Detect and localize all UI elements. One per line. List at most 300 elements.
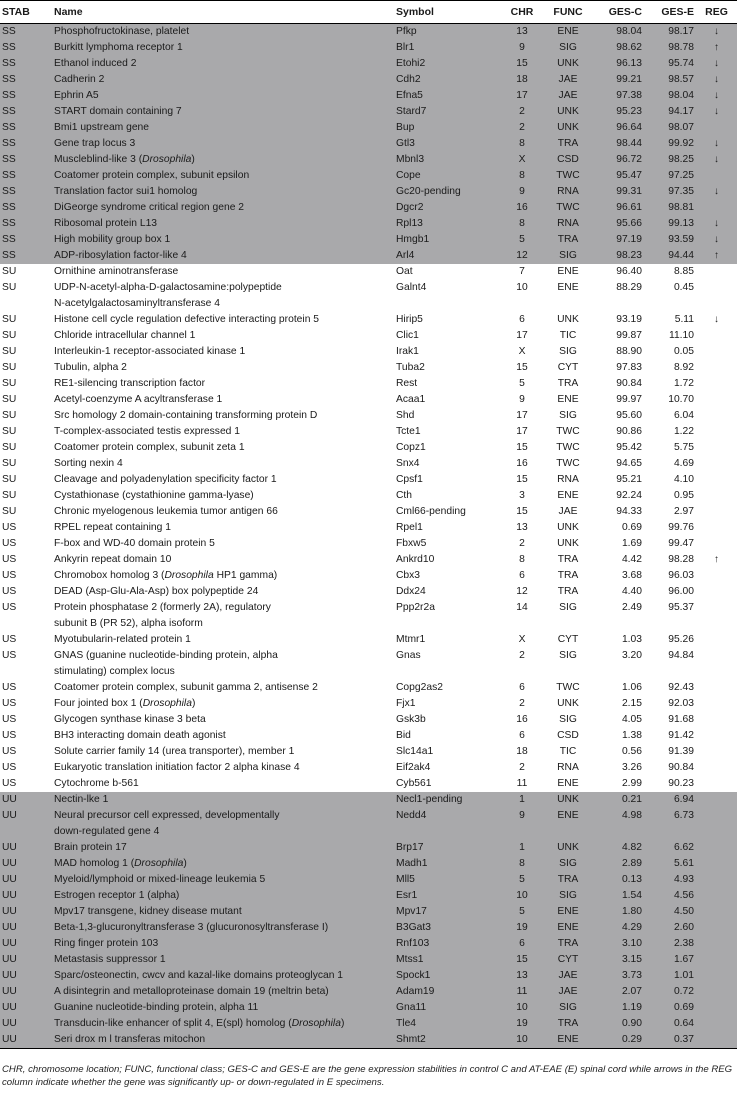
cell-stab: SU: [2, 506, 17, 517]
cell-name: [52, 120, 394, 136]
cell-reg: [696, 520, 737, 536]
cell-reg: [696, 760, 737, 776]
cell-reg: [696, 648, 737, 680]
cell-reg: [696, 776, 737, 792]
cell-ges-c: 1.69: [621, 538, 642, 549]
cell-ges-c: 96.13: [594, 56, 644, 72]
cell-ges-c: 3.26: [621, 762, 642, 773]
cell-symbol: Shd: [396, 410, 415, 421]
cell-func: SIG: [542, 1000, 594, 1016]
cell-symbol: Cpsf1: [396, 474, 423, 485]
cell-reg: ↓: [696, 216, 737, 232]
cell-symbol: Esr1: [394, 888, 502, 904]
cell-ges-e: 97.35: [644, 184, 696, 200]
cell-ges-c: 95.42: [616, 442, 642, 453]
cell-stab: SS: [0, 24, 52, 41]
cell-symbol: Blr1: [394, 40, 502, 56]
table-row: [0, 216, 737, 232]
cell-name-line: Src homology 2 domain-containing transforming protein D: [54, 410, 318, 421]
cell-func: ENE: [542, 904, 594, 920]
table-row: [0, 840, 737, 856]
cell-symbol: Snx4: [396, 458, 420, 469]
cell-symbol: Slc14a1: [396, 746, 434, 757]
table-row: [0, 920, 737, 936]
cell-name-line: Cytochrome b-561: [54, 778, 139, 789]
cell-stab: US: [2, 746, 17, 757]
table-row: [0, 56, 737, 72]
cell-name: [52, 536, 394, 552]
cell-ges-e: 2.38: [644, 936, 696, 952]
cell-stab: SU: [2, 490, 17, 501]
cell-ges-c: 4.40: [621, 586, 642, 597]
table-row: [0, 872, 737, 888]
cell-chr: 1: [502, 840, 542, 856]
cell-name-line: BH3 interacting domain death agonist: [54, 730, 226, 741]
cell-ges-c: 1.80: [594, 904, 644, 920]
cell-reg: [696, 584, 737, 600]
cell-func: CYT: [542, 952, 594, 968]
cell-ges-e: 6.62: [644, 840, 696, 856]
cell-reg: [696, 264, 737, 280]
cell-reg: [696, 120, 737, 136]
cell-chr: 2: [502, 120, 542, 136]
cell-name-line: A disintegrin and metalloproteinase domain 19 (meltrin beta): [54, 986, 329, 997]
cell-name-line: Estrogen receptor 1 (alpha): [54, 890, 180, 901]
cell-func: UNK: [557, 698, 579, 709]
cell-name-line: subunit B (PR 52), alpha isoform: [54, 618, 203, 629]
cell-chr: 7: [519, 266, 525, 277]
cell-symbol: Ankrd10: [396, 554, 435, 565]
cell-ges-e: 98.57: [644, 72, 696, 88]
cell-symbol: Cth: [396, 490, 413, 501]
table-row: [0, 168, 737, 184]
cell-name-line: Coatomer protein complex, subunit zeta 1: [54, 442, 245, 453]
header-reg: REG: [696, 1, 737, 24]
cell-reg: [696, 712, 737, 728]
table-row: [0, 744, 737, 760]
cell-func: TWC: [556, 458, 580, 469]
cell-name: [52, 968, 394, 984]
cell-name: [52, 904, 394, 920]
cell-chr: X: [502, 152, 542, 168]
header-ges-c: GES-C: [594, 1, 644, 24]
cell-func: TWC: [542, 200, 594, 216]
cell-func: ENE: [542, 920, 594, 936]
cell-reg: [696, 1032, 737, 1049]
cell-name-line: Burkitt lymphoma receptor 1: [54, 42, 183, 53]
cell-ges-c: 98.44: [594, 136, 644, 152]
cell-stab: SU: [2, 330, 17, 341]
cell-name: [52, 488, 394, 504]
cell-symbol: Cope: [394, 168, 502, 184]
cell-chr: 8: [502, 168, 542, 184]
cell-func: SIG: [559, 602, 577, 613]
cell-reg: ↑: [696, 40, 737, 56]
cell-reg: [696, 792, 737, 808]
cell-ges-e: 6.94: [644, 792, 696, 808]
cell-name: [52, 472, 394, 488]
cell-chr: 15: [502, 952, 542, 968]
cell-name-line: Ethanol induced 2: [54, 58, 137, 69]
cell-name: [52, 744, 394, 760]
cell-func: TRA: [542, 936, 594, 952]
cell-name: [52, 552, 394, 568]
cell-reg: [696, 472, 737, 488]
cell-chr: 3: [519, 490, 525, 501]
cell-chr: 8: [502, 136, 542, 152]
cell-ges-e: 98.17: [644, 24, 696, 41]
cell-func: UNK: [542, 792, 594, 808]
cell-ges-c: 97.83: [616, 362, 642, 373]
cell-func: TRA: [557, 554, 579, 565]
cell-symbol: Mpv17: [394, 904, 502, 920]
cell-func: JAE: [558, 506, 578, 517]
cell-ges-e: 95.26: [668, 634, 694, 645]
table-row: [0, 568, 737, 584]
cell-ges-e: 8.92: [673, 362, 694, 373]
cell-reg: [696, 280, 737, 312]
cell-ges-c: 92.24: [616, 490, 642, 501]
cell-ges-e: 0.64: [644, 1016, 696, 1032]
cell-name-line: Myotubularin-related protein 1: [54, 634, 191, 645]
cell-reg: [696, 744, 737, 760]
cell-name-line: Ankyrin repeat domain 10: [54, 554, 172, 565]
cell-symbol: Gnas: [396, 650, 421, 661]
cell-chr: 11: [502, 984, 542, 1000]
cell-symbol: Fbxw5: [396, 538, 427, 549]
table-row: [0, 88, 737, 104]
cell-name-line: Coatomer protein complex, subunit epsilon: [54, 170, 250, 181]
cell-func: TRA: [557, 570, 579, 581]
table-row: [0, 680, 737, 696]
cell-symbol: Nedd4: [394, 808, 502, 840]
cell-symbol: Madh1: [394, 856, 502, 872]
cell-ges-c: 0.69: [621, 522, 642, 533]
table-row: [0, 136, 737, 152]
cell-symbol: Gna11: [394, 1000, 502, 1016]
cell-symbol: Gtl3: [394, 136, 502, 152]
cell-ges-c: 3.15: [594, 952, 644, 968]
cell-func: TRA: [542, 872, 594, 888]
cell-symbol: Mbnl3: [394, 152, 502, 168]
cell-ges-e: 92.03: [668, 698, 694, 709]
cell-chr: 2: [519, 762, 525, 773]
cell-reg: ↓: [696, 56, 737, 72]
cell-func: RNA: [557, 762, 579, 773]
cell-name: [52, 696, 394, 712]
cell-stab: UU: [0, 1032, 52, 1049]
cell-name-line: Transducin-like enhancer of split 4, E(spl) homolog (Drosophila): [54, 1018, 345, 1029]
cell-stab: SU: [2, 474, 17, 485]
cell-ges-e: 94.17: [644, 104, 696, 120]
cell-name: [52, 760, 394, 776]
cell-name-line: Bmi1 upstream gene: [54, 122, 150, 133]
cell-name-line: Chronic myelogenous leukemia tumor antigen 66: [54, 506, 278, 517]
table-row: [0, 424, 737, 440]
cell-func: SIG: [559, 714, 577, 725]
cell-name-line: Mpv17 transgene, kidney disease mutant: [54, 906, 242, 917]
cell-ges-c: 1.38: [621, 730, 642, 741]
table-row: [0, 712, 737, 728]
cell-name-line: RE1-silencing transcription factor: [54, 378, 206, 389]
cell-ges-c: 3.20: [621, 650, 642, 661]
cell-stab: US: [2, 602, 17, 613]
cell-func: RNA: [542, 184, 594, 200]
cell-name: [52, 952, 394, 968]
cell-ges-c: 96.40: [616, 266, 642, 277]
cell-chr: X: [518, 346, 526, 357]
cell-name-line: High mobility group box 1: [54, 234, 171, 245]
cell-chr: 19: [502, 920, 542, 936]
cell-ges-e: 4.69: [673, 458, 694, 469]
cell-func: TRA: [557, 586, 579, 597]
cell-name: [52, 936, 394, 952]
cell-chr: 2: [519, 538, 525, 549]
cell-name: [52, 264, 394, 280]
cell-chr: 1: [502, 792, 542, 808]
cell-name-line: T-complex-associated testis expressed 1: [54, 426, 240, 437]
cell-reg: [696, 984, 737, 1000]
cell-func: UNK: [542, 56, 594, 72]
table-row: [0, 120, 737, 136]
table-row: [0, 184, 737, 200]
cell-name: [52, 648, 394, 680]
cell-reg: ↓: [696, 24, 737, 41]
cell-ges-e: 98.25: [644, 152, 696, 168]
cell-symbol: Cyb561: [396, 778, 432, 789]
cell-stab: SS: [0, 88, 52, 104]
cell-func: ENE: [542, 808, 594, 840]
cell-ges-e: 98.28: [668, 554, 694, 565]
cell-ges-c: 0.29: [594, 1032, 644, 1049]
cell-ges-c: 1.19: [594, 1000, 644, 1016]
cell-name-line: Beta-1,3-glucuronyltransferase 3 (glucuronosyltransferase I): [54, 922, 329, 933]
cell-stab: UU: [0, 968, 52, 984]
cell-ges-e: 0.37: [644, 1032, 696, 1049]
cell-ges-e: 99.13: [644, 216, 696, 232]
cell-chr: 5: [502, 872, 542, 888]
cell-chr: 6: [519, 314, 525, 325]
table-row: [0, 472, 737, 488]
cell-chr: 17: [516, 330, 528, 341]
cell-chr: 6: [519, 730, 525, 741]
cell-symbol: B3Gat3: [394, 920, 502, 936]
cell-symbol: Irak1: [396, 346, 419, 357]
cell-ges-e: 6.04: [673, 410, 694, 421]
cell-chr: 12: [516, 586, 528, 597]
cell-symbol: Spock1: [394, 968, 502, 984]
cell-stab: SS: [0, 232, 52, 248]
cell-reg: [696, 424, 737, 440]
cell-ges-c: 0.21: [594, 792, 644, 808]
cell-chr: 6: [519, 682, 525, 693]
cell-reg: [696, 856, 737, 872]
cell-chr: 5: [502, 232, 542, 248]
cell-func: TRA: [542, 232, 594, 248]
cell-stab: US: [2, 698, 17, 709]
cell-name: [52, 632, 394, 648]
cell-reg: [696, 456, 737, 472]
cell-name-line: Myeloid/lymphoid or mixed-lineage leukemia 5: [54, 874, 266, 885]
cell-chr: X: [518, 634, 526, 645]
cell-name: [52, 568, 394, 584]
cell-stab: UU: [0, 952, 52, 968]
cell-ges-c: 2.07: [594, 984, 644, 1000]
cell-stab: UU: [0, 872, 52, 888]
cell-func: JAE: [542, 984, 594, 1000]
cell-name: [52, 152, 394, 168]
cell-func: CSD: [542, 152, 594, 168]
cell-func: SIG: [559, 346, 577, 357]
cell-name: [52, 88, 394, 104]
cell-stab: SS: [0, 56, 52, 72]
cell-symbol: Mtmr1: [396, 634, 426, 645]
cell-name-line: F-box and WD-40 domain protein 5: [54, 538, 215, 549]
cell-reg: [696, 440, 737, 456]
cell-name-line: Chromobox homolog 3 (Drosophila HP1 gamma): [54, 570, 278, 581]
table-row: [0, 904, 737, 920]
header-stab: STAB: [0, 1, 52, 24]
cell-name-line: Sparc/osteonectin, cwcv and kazal-like domains proteoglycan 1: [54, 970, 344, 981]
cell-name: [52, 920, 394, 936]
cell-name-line: Cystathionase (cystathionine gamma-lyase): [54, 490, 254, 501]
cell-func: TWC: [556, 426, 580, 437]
cell-symbol: Mtss1: [394, 952, 502, 968]
cell-symbol: Rnf103: [394, 936, 502, 952]
cell-ges-e: 1.01: [644, 968, 696, 984]
table-row: [0, 648, 737, 680]
cell-stab: UU: [0, 888, 52, 904]
cell-ges-e: 98.78: [644, 40, 696, 56]
cell-ges-e: 94.84: [668, 650, 694, 661]
cell-func: UNK: [542, 104, 594, 120]
cell-reg: ↓: [696, 88, 737, 104]
cell-name-line: Ribosomal protein L13: [54, 218, 158, 229]
cell-symbol: Bid: [396, 730, 411, 741]
cell-reg: [696, 840, 737, 856]
cell-symbol: Acaa1: [396, 394, 426, 405]
cell-name-line: Four jointed box 1 (Drosophila): [54, 698, 196, 709]
cell-chr: 15: [516, 506, 528, 517]
cell-ges-e: 96.03: [668, 570, 694, 581]
cell-symbol: Tle4: [394, 1016, 502, 1032]
cell-name: [52, 984, 394, 1000]
cell-ges-c: 95.47: [594, 168, 644, 184]
cell-chr: 17: [516, 410, 528, 421]
cell-ges-e: 99.76: [668, 522, 694, 533]
cell-chr: 5: [519, 378, 525, 389]
cell-symbol: Rest: [396, 378, 418, 389]
cell-func: ENE: [557, 394, 579, 405]
cell-name-line: Coatomer protein complex, subunit gamma 2, antisense 2: [54, 682, 318, 693]
cell-chr: 9: [519, 394, 525, 405]
cell-chr: 8: [519, 554, 525, 565]
cell-reg: ↑: [713, 554, 720, 565]
cell-chr: 8: [502, 856, 542, 872]
cell-reg: ↓: [713, 314, 720, 325]
cell-name: [52, 24, 394, 41]
cell-name: [52, 872, 394, 888]
cell-name: [52, 600, 394, 632]
table-row: [0, 520, 737, 536]
cell-func: CYT: [557, 634, 579, 645]
cell-chr: 9: [502, 40, 542, 56]
cell-chr: 17: [516, 426, 528, 437]
cell-func: SIG: [542, 888, 594, 904]
cell-stab: US: [2, 778, 17, 789]
cell-func: UNK: [542, 120, 594, 136]
cell-ges-e: 0.69: [644, 1000, 696, 1016]
cell-stab: SS: [0, 120, 52, 136]
cell-chr: 16: [502, 200, 542, 216]
cell-stab: UU: [0, 1000, 52, 1016]
cell-ges-c: 0.13: [594, 872, 644, 888]
cell-chr: 10: [502, 1032, 542, 1049]
cell-symbol: Hirip5: [396, 314, 423, 325]
cell-ges-e: 1.72: [673, 378, 694, 389]
cell-chr: 15: [516, 474, 528, 485]
cell-func: UNK: [542, 840, 594, 856]
cell-stab: US: [2, 570, 17, 581]
cell-ges-c: 1.54: [594, 888, 644, 904]
table-row: [0, 984, 737, 1000]
cell-reg: ↓: [696, 184, 737, 200]
table-row: [0, 344, 737, 360]
cell-stab: SU: [2, 458, 17, 469]
cell-ges-e: 4.93: [644, 872, 696, 888]
table-row: [0, 248, 737, 264]
cell-reg: ↓: [696, 152, 737, 168]
cell-name: [52, 376, 394, 392]
cell-stab: US: [2, 682, 17, 693]
cell-func: UNK: [557, 538, 579, 549]
cell-reg: [696, 1000, 737, 1016]
table-row: [0, 488, 737, 504]
cell-name: [52, 776, 394, 792]
cell-stab: SS: [0, 152, 52, 168]
cell-name: [52, 856, 394, 872]
cell-stab: UU: [0, 808, 52, 840]
cell-ges-e: 4.56: [644, 888, 696, 904]
cell-func: SIG: [542, 856, 594, 872]
cell-func: ENE: [557, 266, 579, 277]
cell-reg: [696, 168, 737, 184]
cell-name: [52, 840, 394, 856]
cell-stab: UU: [0, 856, 52, 872]
cell-ges-e: 5.61: [644, 856, 696, 872]
cell-ges-c: 4.82: [594, 840, 644, 856]
cell-name: [52, 40, 394, 56]
cell-symbol: Brp17: [394, 840, 502, 856]
cell-stab: UU: [0, 1016, 52, 1032]
table-row: [0, 104, 737, 120]
cell-ges-c: 2.89: [594, 856, 644, 872]
cell-ges-e: 0.95: [673, 490, 694, 501]
table-row: [0, 232, 737, 248]
cell-func: RNA: [557, 474, 579, 485]
cell-ges-e: 90.84: [668, 762, 694, 773]
cell-name-line: Translation factor sui1 homolog: [54, 186, 198, 197]
cell-name: [52, 104, 394, 120]
cell-stab: SS: [0, 72, 52, 88]
cell-name: [52, 168, 394, 184]
cell-func: TWC: [556, 442, 580, 453]
table-row: [0, 760, 737, 776]
cell-reg: ↓: [696, 72, 737, 88]
cell-chr: 13: [516, 522, 528, 533]
cell-ges-e: 92.43: [668, 682, 694, 693]
cell-symbol: Adam19: [394, 984, 502, 1000]
